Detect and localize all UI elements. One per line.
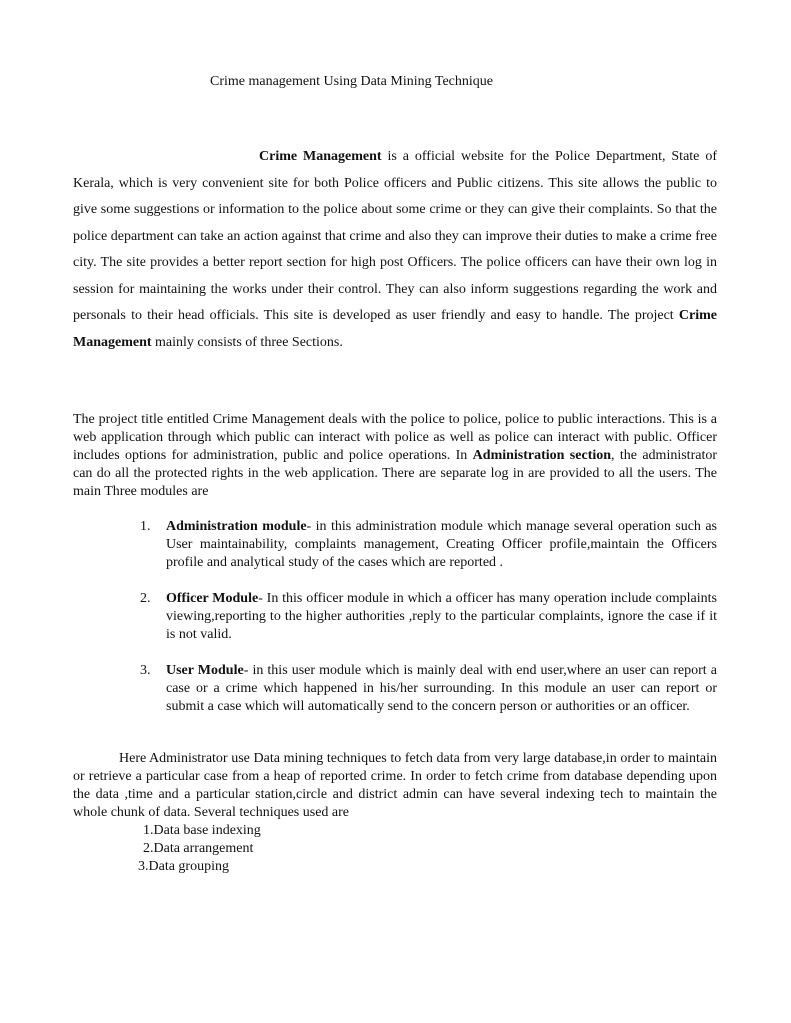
technique-item: 3.Data grouping <box>138 859 229 874</box>
module-item-administration <box>140 518 717 572</box>
para2-text-b: , the administrator can do all the protected rights in the web application. There are separate log in are provided to all the users. The main Three modules are <box>73 448 717 499</box>
technique-item: 2.Data arrangement <box>143 841 254 856</box>
module-number: 3. <box>140 663 151 678</box>
intro-bold-project: Crime Management <box>73 308 717 350</box>
module-name: Officer Module <box>166 591 259 606</box>
module-name: User Module <box>166 663 244 678</box>
module-description: - in this administration module which manage several operation such as User maintainability, complaints management, Creating Officer profile,maintain the Officers profile and analytical study of the cases which are reported . <box>166 519 717 570</box>
intro-text-a: is a official website for the Police Department, State of Kerala, which is very convenient site for both Police officers and Public citizens. This site allows the public to give some suggestions or information to the police about some crime or they can give their complaints. So that the police department can take an action against that crime and also they can improve their duties to make a crime free city. The site provides a better report section for high post Officers. The police officers can have their own log in session for maintaining the works under their control. They can also inform suggestions regarding the work and personals to their head officials. This site is developed as user friendly and easy to handle. The project <box>73 149 717 323</box>
para2-text-a: The project title entitled Crime Management deals with the police to police, police to public interactions. This is a web application through which public can interact with police as well as police can interact with public. Officer includes options for administration, public and police operations. In <box>73 412 717 463</box>
modules-list <box>140 518 717 716</box>
module-item-officer <box>140 590 717 644</box>
module-name: Administration module <box>166 519 307 534</box>
document-title: Crime management Using Data Mining Technique <box>210 74 493 89</box>
module-description: - In this officer module in which a officer has many operation include complaints viewing,reporting to the higher authorities ,reply to the particular complaints, ignore the case if it is not valid. <box>166 591 717 642</box>
module-number: 1. <box>140 519 151 534</box>
data-mining-paragraph <box>73 750 717 822</box>
intro-paragraph <box>73 144 717 356</box>
intro-bold-name: Crime Management <box>259 149 382 164</box>
module-description: - in this user module which is mainly deal with end user,where an user can report a case or a crime which happened in his/her surrounding. In this module an user can report or submit a case which will automatically send to the concern person or authorities or an officer. <box>166 663 717 714</box>
para3-text: Here Administrator use Data mining techniques to fetch data from very large database,in order to maintain or retrieve a particular case from a heap of reported crime. In order to fetch crime from database depending upon the data ,time and a particular station,circle and district admin can have several indexing tech to maintain the whole chunk of data. Several techniques used are <box>73 751 717 820</box>
intro-text-b: mainly consists of three Sections. <box>151 334 343 350</box>
technique-item: 1.Data base indexing <box>143 823 261 838</box>
module-number: 2. <box>140 591 151 606</box>
module-item-user <box>140 662 717 716</box>
para2-bold: Administration section <box>472 448 612 463</box>
modules-overview-paragraph <box>73 411 717 501</box>
